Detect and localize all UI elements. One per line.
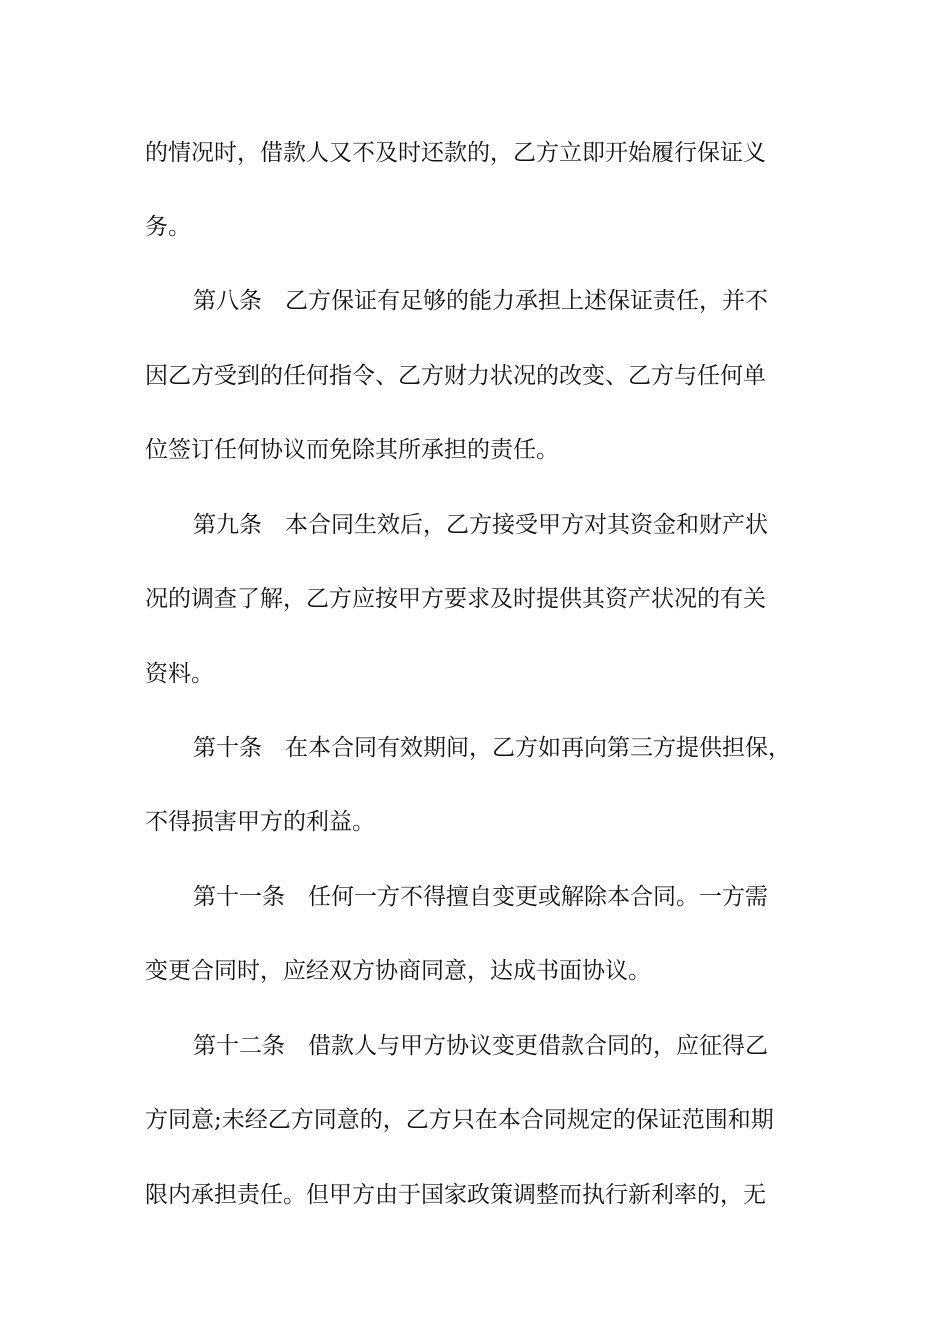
text-line: 务。 [145, 214, 191, 240]
text-line: 限内承担责任。但甲方由于国家政策调整而执行新利率的，无 [145, 1182, 766, 1208]
text-line: 的情况时，借款人又不及时还款的，乙方立即开始履行保证义 [145, 140, 766, 166]
article-8-text: 第八条 乙方保证有足够的能力承担上述保证责任，并不 [193, 288, 768, 314]
text-line: 况的调查了解，乙方应按甲方要求及时提供其资产状况的有关 [145, 586, 766, 612]
text-line: 位签订任何协议而免除其所承担的责任。 [145, 437, 559, 463]
text-line: 方同意;未经乙方同意的，乙方只在本合同规定的保证范围和期 [145, 1107, 774, 1133]
article-11-text: 第十一条 任何一方不得擅自变更或解除本合同。一方需 [193, 884, 768, 910]
text-line: 不得损害甲方的利益。 [145, 809, 375, 835]
article-9-text: 第九条 本合同生效后，乙方接受甲方对其资金和财产状 [193, 512, 768, 538]
text-line: 因乙方受到的任何指令、乙方财力状况的改变、乙方与任何单 [145, 363, 766, 389]
text-line: 变更合同时，应经双方协商同意，达成书面协议。 [145, 958, 651, 984]
text-line: 资料。 [145, 661, 214, 687]
article-12-text: 第十二条 借款人与甲方协议变更借款合同的，应征得乙 [193, 1033, 768, 1059]
article-10-text: 第十条 在本合同有效期间，乙方如再向第三方提供担保， [193, 735, 791, 761]
